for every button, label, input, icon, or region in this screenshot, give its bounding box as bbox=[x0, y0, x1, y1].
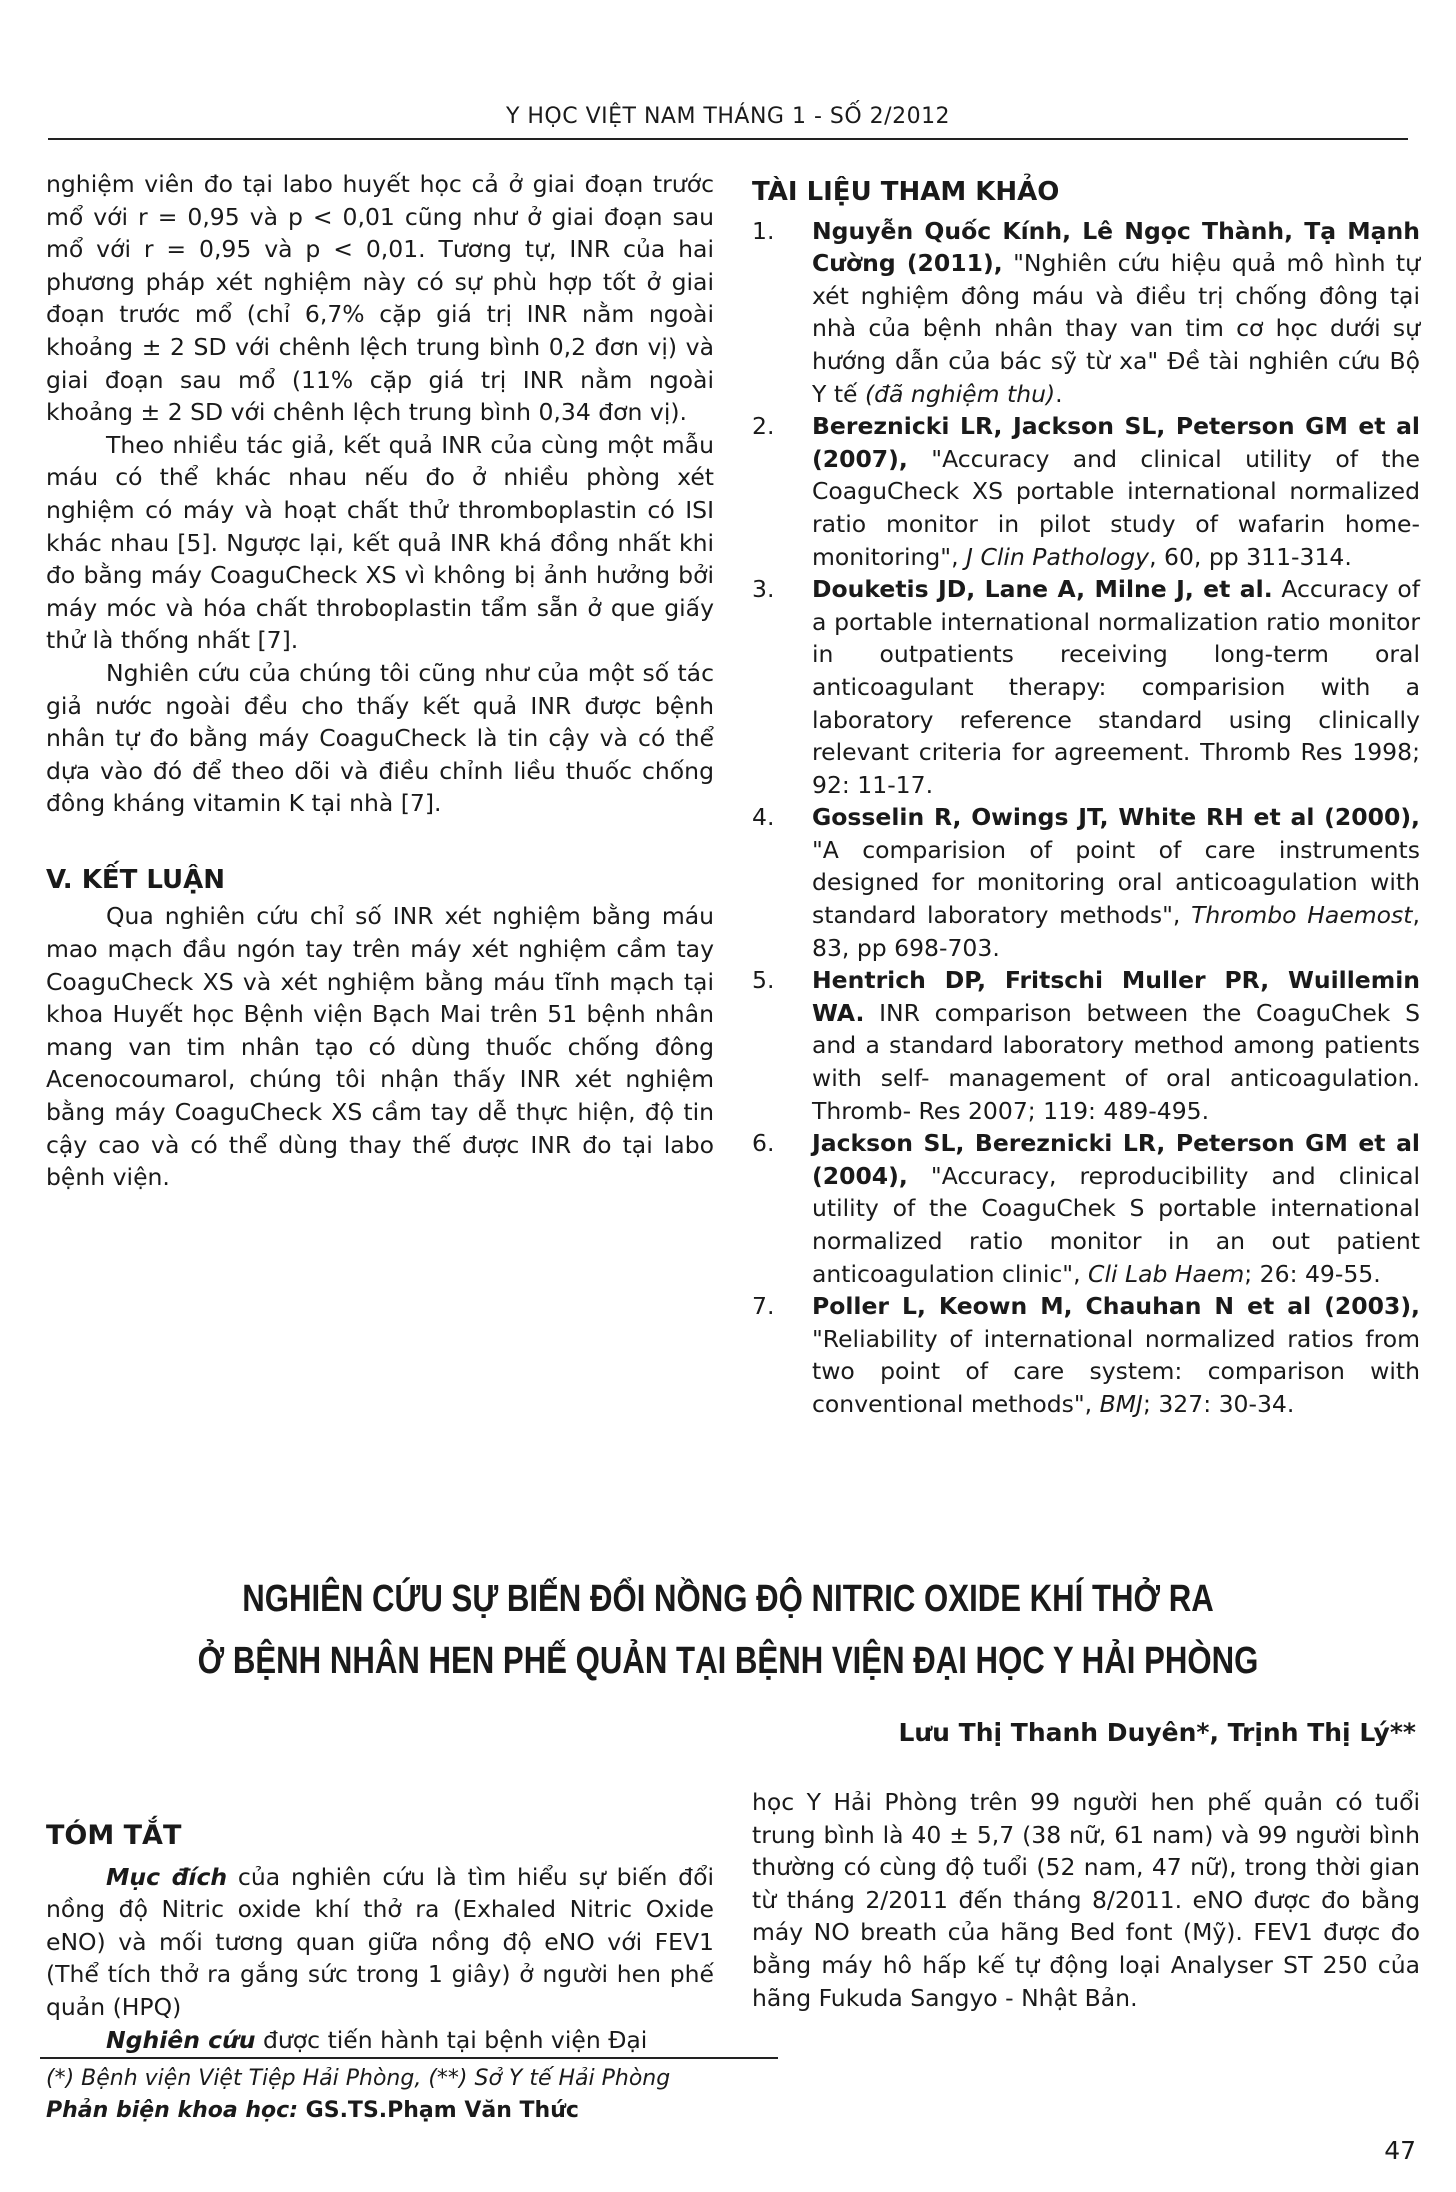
left-column-top bbox=[46, 168, 714, 1194]
reference-text: Accuracy of a portable international normalization ratio monitor in outpatients receiving long-term oral anticoagulant therapy: comparision with a laboratory reference standard using clinically relevant criteria for agreement. Thromb Res 1998; 92: 11-17. bbox=[812, 575, 1420, 799]
reference-authors: Gosselin R, Owings JT, White RH et al (2000), bbox=[812, 803, 1420, 832]
study-text: được tiến hành tại bệnh viện Đại bbox=[255, 2025, 648, 2054]
reviewer-name: GS.TS.Phạm Văn Thức bbox=[298, 2098, 579, 2123]
reference-item bbox=[752, 410, 1420, 573]
reference-tail: ; 26: 49-55. bbox=[1244, 1259, 1381, 1288]
reference-number: 1. bbox=[752, 216, 775, 245]
body-paragraph: nghiệm viên đo tại labo huyết học cả ở giai đoạn trước mổ với r = 0,95 và p < 0,01 cũng như ở giai đoạn sau mổ với r = 0,95 và p < 0,01. Tương tự, INR của hai phương pháp xét nghiệm này có sự phù hợp tốt ở giai đoạn trước mổ (chỉ 6,7% cặp giá trị INR nằm ngoài khoảng ± 2 SD với chênh lệch trung bình 0,2 đơn vị) và giai đoạn sau mổ (11% cặp giá trị INR nằm ngoài khoảng ± 2 SD với chênh lệch trung bình 0,34 đơn vị). bbox=[46, 170, 714, 427]
footnote-affiliations: (*) Bệnh viện Việt Tiệp Hải Phòng, (**) Sở Y tế Hải Phòng bbox=[46, 2066, 671, 2091]
header-rule bbox=[48, 138, 1408, 140]
reference-source: Cli Lab Haem bbox=[1088, 1259, 1245, 1288]
abstract-heading: TÓM TẮT bbox=[46, 1820, 182, 1851]
article-title-line: Ở BỆNH NHÂN HEN PHẾ QUẢN TẠI BỆNH VIỆN ĐẠI HỌC Y HẢI PHÒNG bbox=[197, 1640, 1259, 1682]
reference-tail: . bbox=[1055, 379, 1063, 408]
reference-item bbox=[752, 215, 1420, 411]
reference-source: BMJ bbox=[1099, 1389, 1143, 1418]
reference-authors: Hentrich DP, Fritschi Muller PR, Wuillemin WA. bbox=[812, 966, 1420, 1027]
reference-number: 5. bbox=[752, 966, 775, 995]
reference-authors: Poller L, Keown M, Chauhan N et al (2003), bbox=[812, 1292, 1420, 1321]
reference-number: 4. bbox=[752, 803, 775, 832]
reference-item bbox=[752, 1290, 1420, 1420]
abstract-continuation: học Y Hải Phòng trên 99 người hen phế quản có tuổi trung bình là 40 ± 5,7 (38 nữ, 61 nam) và 99 người bình thường có cùng độ tuổi (52 nam, 47 nữ), trong thời gian từ tháng 2/2011 đến tháng 8/2011. eNO được đo bằng máy NO breath của hãng Bed font (Mỹ). FEV1 được đo bằng máy hô hấp kế tự động loại Analyser ST 250 của hãng Fukuda Sangyo - Nhật Bản. bbox=[752, 1788, 1420, 2012]
abstract-right-column bbox=[752, 1786, 1420, 2014]
reference-text: "Accuracy and clinical utility of the CoaguCheck XS portable international normalized ratio monitor in pilot study of wafarin home-monitoring", bbox=[812, 444, 1420, 571]
reference-number: 7. bbox=[752, 1292, 775, 1321]
reference-text: INR comparison between the CoaguChek S and a standard laboratory method among patients with self- management of oral anticoagulation. Thromb- Res 2007; 119: 489-495. bbox=[812, 998, 1420, 1125]
conclusion-heading: V. KẾT LUẬN bbox=[46, 864, 226, 895]
reference-item bbox=[752, 573, 1420, 801]
references-heading: TÀI LIỆU THAM KHẢO bbox=[752, 177, 1060, 207]
reference-item bbox=[752, 801, 1420, 964]
reference-number: 6. bbox=[752, 1129, 775, 1158]
study-label: Nghiên cứu bbox=[106, 2025, 256, 2054]
conclusion-paragraph: Qua nghiên cứu chỉ số INR xét nghiệm bằng máu mao mạch đầu ngón tay trên máy xét nghiệm cầm tay CoaguCheck XS và xét nghiệm bằng máu tĩnh mạch tại khoa Huyết học Bệnh viện Bạch Mai trên 51 bệnh nhân mang van tim nhân tạo có dùng thuốc chống đông Acenocoumarol, chúng tôi nhận thấy INR xét nghiệm bằng máy CoaguCheck XS cầm tay dễ thực hiện, độ tin cậy cao và có thể dùng thay thế được INR đo tại labo bệnh viện. bbox=[46, 902, 714, 1192]
reference-text: "Reliability of international normalized ratios from two point of care system: comparison with conventional methods", bbox=[812, 1324, 1420, 1418]
reviewer-label: Phản biện khoa học: bbox=[46, 2098, 299, 2123]
abstract-purpose bbox=[46, 1861, 714, 2024]
reference-tail: , 60, pp 311-314. bbox=[1149, 542, 1352, 571]
reference-number: 2. bbox=[752, 412, 775, 441]
references-list bbox=[752, 215, 1420, 1421]
purpose-text: của nghiên cứu là tìm hiểu sự biến đổi nồng độ Nitric oxide khí thở ra (Exhaled Nitric Oxide eNO) và mối tương quan giữa nồng độ eNO với FEV1 (Thể tích thở ra gắng sức trong 1 giây) ở người hen phế quản (HPQ) bbox=[46, 1862, 714, 2021]
purpose-label: Mục đích bbox=[106, 1862, 228, 1891]
reference-authors: Jackson SL, Bereznicki LR, Peterson GM et al (2004), bbox=[812, 1129, 1420, 1190]
article-authors: Lưu Thị Thanh Duyên*, Trịnh Thị Lý** bbox=[898, 1718, 1416, 1747]
footnote-reviewer bbox=[46, 2096, 579, 2126]
reference-tail: , 83, pp 698-703. bbox=[812, 901, 1420, 962]
reference-authors: Bereznicki LR, Jackson SL, Peterson GM et al (2007), bbox=[812, 412, 1420, 473]
body-paragraph: Theo nhiều tác giả, kết quả INR của cùng một mẫu máu có thể khác nhau nếu đo ở nhiều phòng xét nghiệm có máy và hoạt chất thử thromboplastin có ISI khác nhau [5]. Ngược lại, kết quả INR khá đồng nhất khi đo bằng máy CoaguCheck XS vì không bị ảnh hưởng bởi máy móc và hóa chất throboplastin tẩm sẵn ở que giấy thử là thống nhất [7]. bbox=[46, 430, 714, 655]
reference-text: "Nghiên cứu hiệu quả mô hình tự xét nghiệm đông máu và điều trị chống đông tại nhà của bệnh nhân thay van tim cơ học dưới sự hướng dẫn của bác sỹ từ xa" Đề tài nghiên cứu Bộ Y tế bbox=[812, 249, 1421, 408]
abstract-study bbox=[46, 2024, 714, 2057]
reference-source: Thrombo Haemost bbox=[1191, 901, 1413, 930]
abstract-left-column bbox=[46, 1796, 714, 2056]
reference-item bbox=[752, 964, 1420, 1127]
article-title bbox=[131, 1568, 1325, 1692]
reference-item bbox=[752, 1127, 1420, 1290]
references-column bbox=[752, 176, 1420, 1421]
reference-tail: ; 327: 30-34. bbox=[1142, 1389, 1295, 1418]
reference-text: "Accuracy, reproducibility and clinical utility of the CoaguChek S portable international normalized ratio monitor in an out patient anticoagulation clinic", bbox=[812, 1161, 1420, 1288]
reference-authors: Nguyễn Quốc Kính, Lê Ngọc Thành, Tạ Mạnh Cường (2011), bbox=[812, 216, 1420, 278]
reference-text: "A comparision of point of care instruments designed for monitoring oral anticoagulation with standard laboratory methods", bbox=[812, 835, 1420, 930]
running-header: Y HỌC VIỆT NAM THÁNG 1 - SỐ 2/2012 bbox=[505, 104, 951, 129]
article-title-line: NGHIÊN CỨU SỰ BIẾN ĐỔI NỒNG ĐỘ NITRIC OXIDE KHÍ THỞ RA bbox=[242, 1578, 1214, 1620]
reference-source: (đã nghiệm thu) bbox=[864, 379, 1056, 408]
body-paragraph: Nghiên cứu của chúng tôi cũng như của một số tác giả nước ngoài đều cho thấy kết quả INR được bệnh nhân tự đo bằng máy CoaguCheck là tin cậy và có thể dựa vào đó để theo dõi và điều chỉnh liều thuốc chống đông kháng vitamin K tại nhà [7]. bbox=[46, 658, 714, 818]
page-number: 47 bbox=[1384, 2136, 1416, 2165]
footnote-rule bbox=[40, 2057, 778, 2059]
reference-source: J Clin Pathology bbox=[966, 542, 1150, 571]
reference-number: 3. bbox=[752, 575, 775, 604]
reference-authors: Douketis JD, Lane A, Milne J, et al. bbox=[812, 575, 1273, 604]
